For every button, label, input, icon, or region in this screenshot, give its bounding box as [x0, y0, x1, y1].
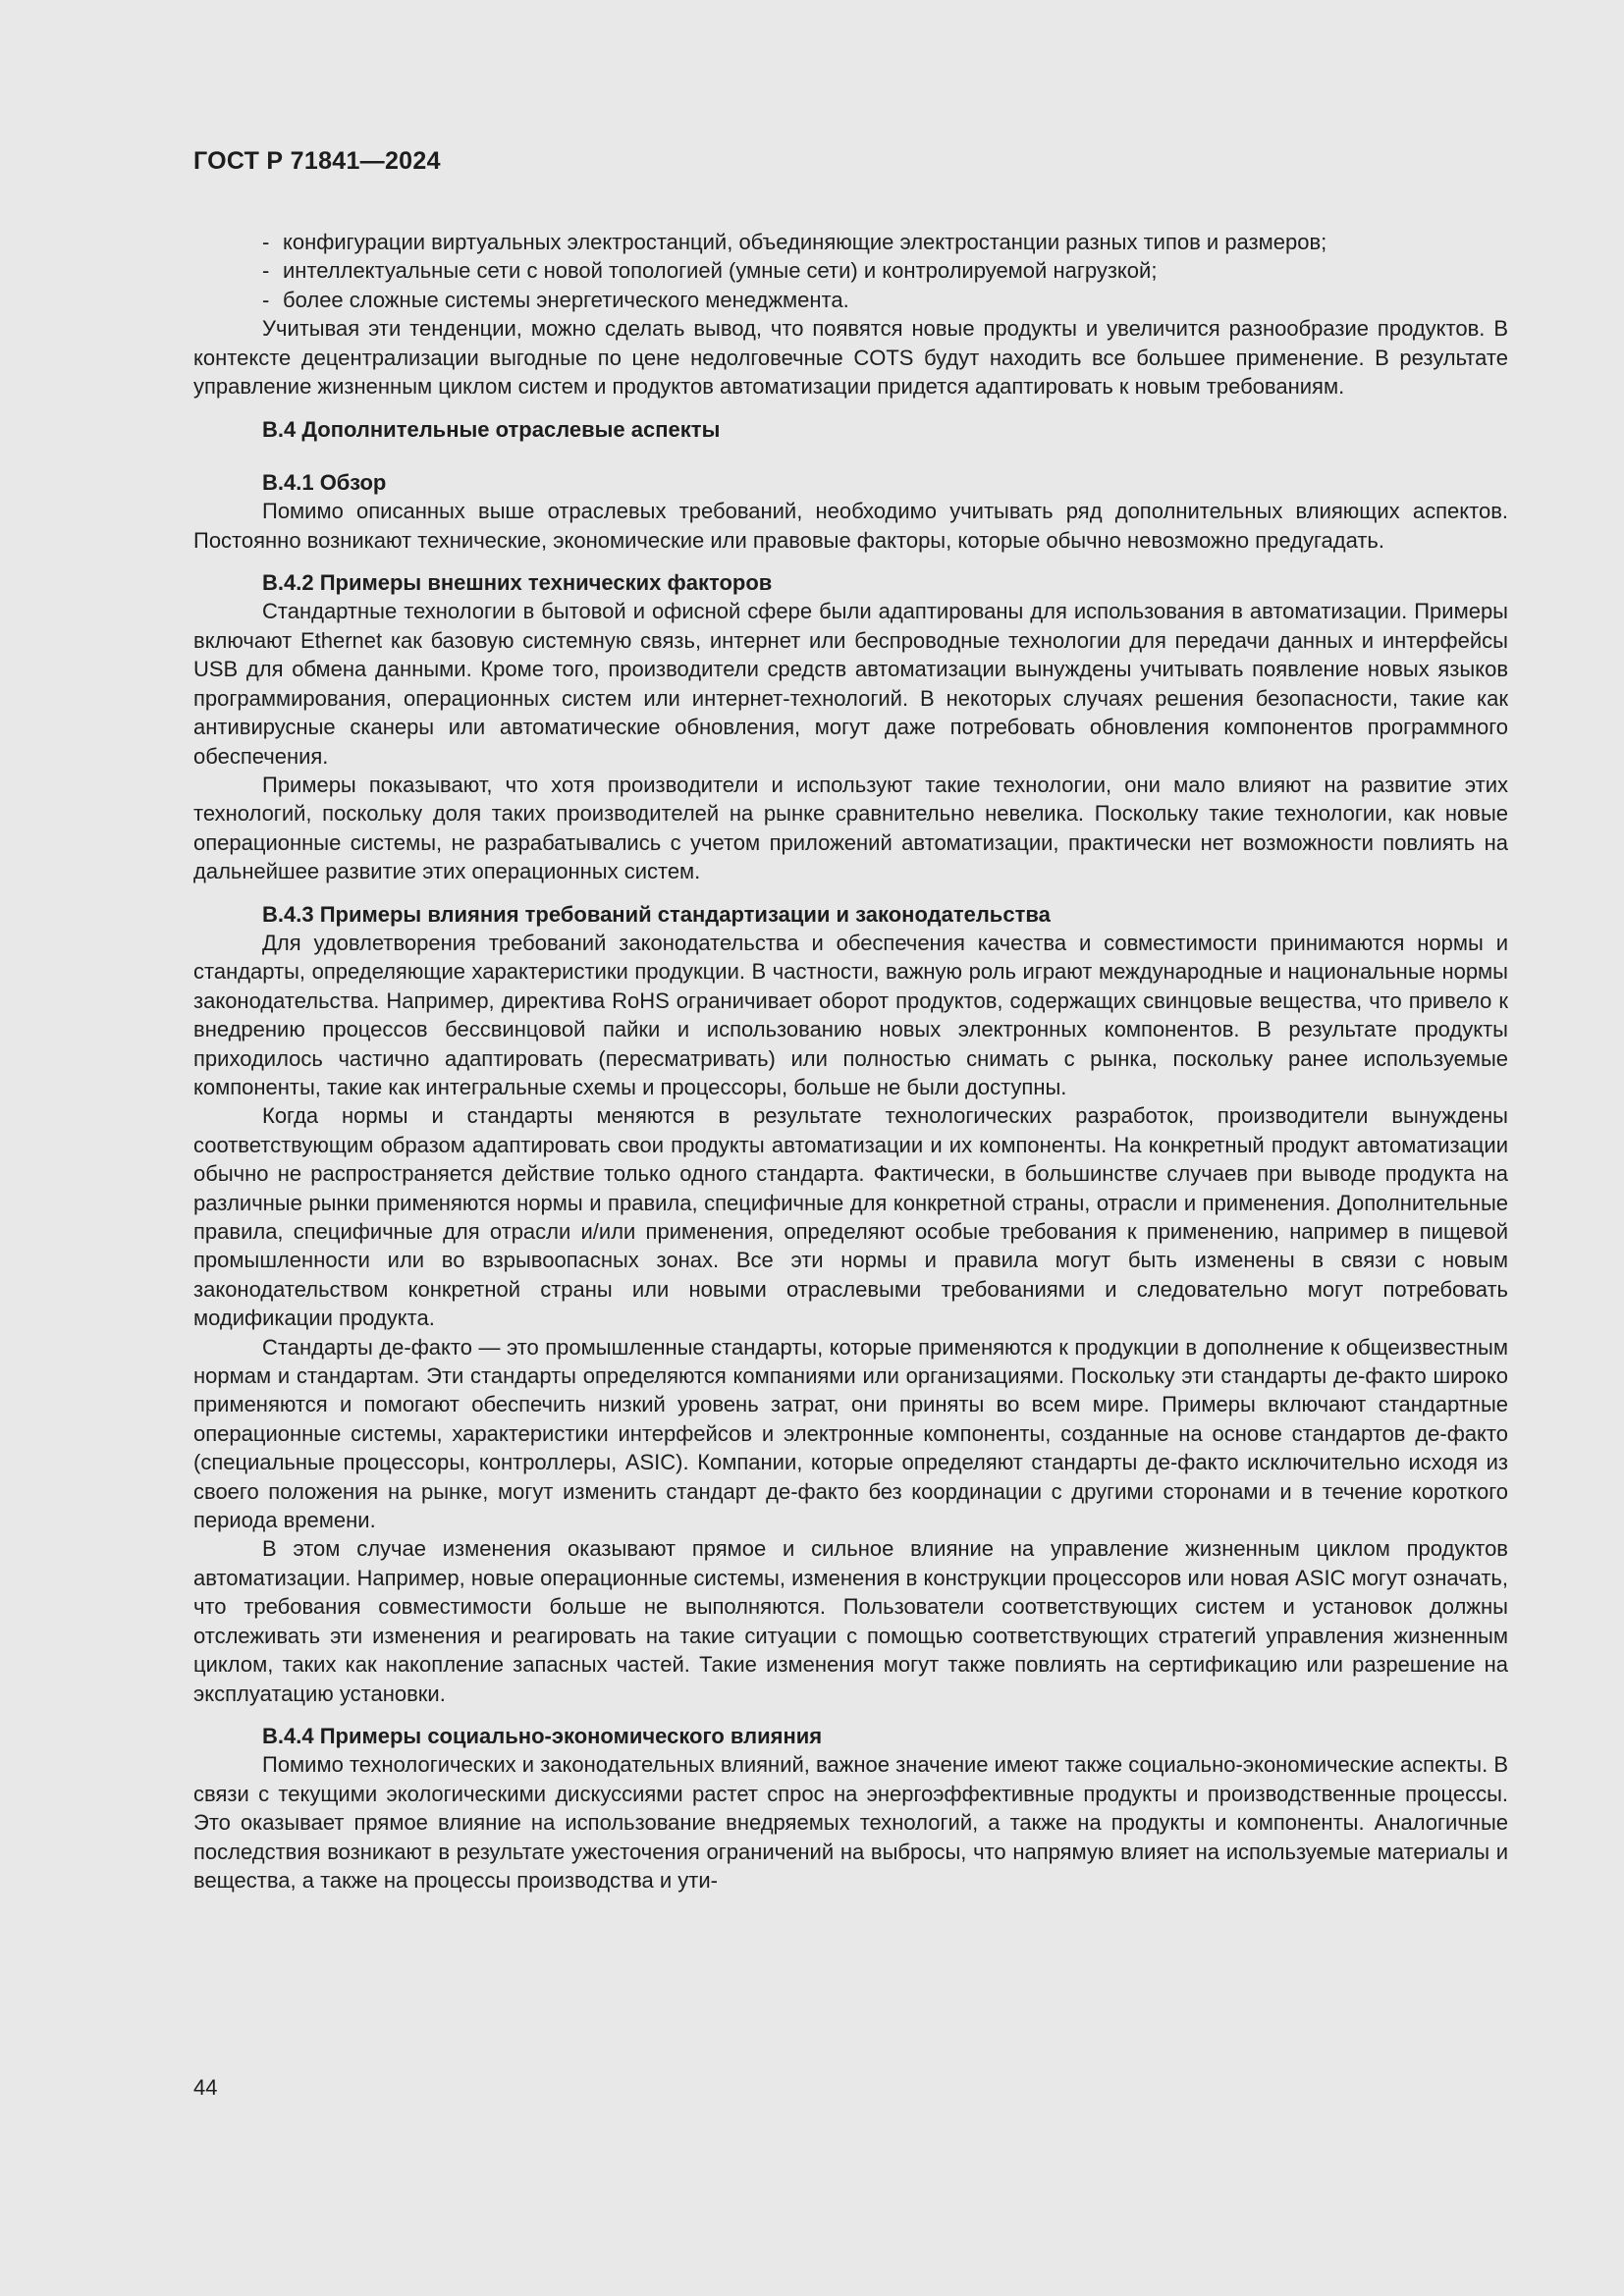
page-content — [193, 228, 1508, 1895]
document-header: ГОСТ Р 71841—2024 — [193, 147, 441, 175]
paragraph: Стандарты де-факто — это промышленные стандарты, которые применяются к продукции в дополнение к общеизвестным нормам и стандартам. Эти стандарты определяются компаниями или организациями. Поскольку эти стандарты де-факто широко применяются и помогают обеспечить низкий уровень затрат, они приняты во всем мире. Примеры включают стандартные операционные системы, характеристики интерфейсов и электронные компоненты, созданные на основе стандартов де-факто (специальные процессоры, контроллеры, ASIC). Компании, которые определяют стандарты де-факто исключительно исходя из своего положения на рынке, могут изменить стандарт де-факто без координации с другими сторонами и в течение короткого периода времени. — [193, 1334, 1508, 1533]
subsection-heading-b43: В.4.3 Примеры влияния требований стандартизации и законодательства — [262, 901, 1051, 927]
paragraph: Помимо технологических и законодательных влияний, важное значение имеют также социально-экономические аспекты. В связи с текущими экологическими дискуссиями растет спрос на энергоэффективные продукты и производственные процессы. Это оказывает прямое влияние на использование внедряемых технологий, а также на продукты и компоненты. Аналогичные последствия возникают в результате ужесточения ограничений на выбросы, что напрямую влияет на используемые материалы и вещества, а также на процессы производства и ути- — [193, 1752, 1508, 1893]
bullet-text: конфигурации виртуальных электростанций, объединяющие электростанции разных типов и размеров; — [283, 230, 1327, 254]
subsection-heading-b42: В.4.2 Примеры внешних технических факторов — [262, 570, 773, 596]
bullet-dash: - — [262, 230, 270, 254]
bullet-text: интеллектуальные сети с новой топологией (умные сети) и контролируемой нагрузкой; — [283, 258, 1158, 284]
page-number: 44 — [193, 2075, 218, 2100]
paragraph: Стандартные технологии в бытовой и офисной сфере были адаптированы для использования в автоматизации. Примеры включают Ethernet как базовую системную связь, интернет или беспроводные технологии для передачи данных и интерфейсы USB для обмена данными. Кроме того, производители средств автоматизации вынуждены учитывать появление новых языков программирования, операционных систем или интернет-технологий. В некоторых случаях решения безопасности, такие как антивирусные сканеры или автоматические обновления, могут даже потребовать обновления компонентов программного обеспечения. — [193, 599, 1508, 769]
intro-paragraph: Учитывая эти тенденции, можно сделать вывод, что появятся новые продукты и увеличится разнообразие продуктов. В контексте децентрализации выгодные по цене недолговечные COTS будут находить все большее применение. В результате управление жизненным циклом систем и продуктов автоматизации придется адаптировать к новым требованиям. — [193, 316, 1508, 400]
subsection-heading-b41: В.4.1 Обзор — [262, 469, 387, 495]
subsection-heading-b44: В.4.4 Примеры социально-экономического влияния — [262, 1723, 823, 1748]
paragraph: Помимо описанных выше отраслевых требований, необходимо учитывать ряд дополнительных влияющих аспектов. Постоянно возникают технические, экономические или правовые факторы, которые обычно невозможно предугадать. — [193, 499, 1508, 553]
paragraph: Примеры показывают, что хотя производители и используют такие технологии, они мало влияют на развитие этих технологий, поскольку доля таких производителей на рынке сравнительно невелика. Поскольку такие технологии, как новые операционные системы, не разрабатывались с учетом приложений автоматизации, практически нет возможности повлиять на дальнейшее развитие этих операционных систем. — [193, 772, 1508, 884]
bullet-text: более сложные системы энергетического менеджмента. — [283, 287, 849, 312]
section-heading-b4: В.4 Дополнительные отраслевые аспекты — [262, 417, 721, 443]
paragraph: В этом случае изменения оказывают прямое и сильное влияние на управление жизненным циклом продуктов автоматизации. Например, новые операционные системы, изменения в конструкции процессоров или новая ASIC могут означать, что требования совместимости больше не выполняются. Пользователи соответствующих систем и установок должны отслеживать эти изменения и реагировать на такие ситуации с помощью соответствующих стратегий управления жизненным циклом, таких как накопление запасных частей. Такие изменения могут также повлиять на сертификацию или разрешение на эксплуатацию установки. — [193, 1536, 1508, 1706]
bullet-dash: - — [262, 258, 270, 284]
bullet-item — [193, 286, 1508, 314]
bullet-item — [193, 256, 1508, 285]
paragraph: Когда нормы и стандарты меняются в результате технологических разработок, производители вынуждены соответствующим образом адаптировать свои продукты автоматизации и их компоненты. На конкретный продукт автоматизации обычно не распространяется действие только одного стандарта. Фактически, в большинстве случаев при выводе продукта на различные рынки применяются нормы и правила, специфичные для конкретной страны, отрасли и применения. Дополнительные правила, специфичные для отрасли и/или применения, определяют особые требования к применению, например в пищевой промышленности или во взрывоопасных зонах. Все эти нормы и правила могут быть изменены в связи с новым законодательством конкретной страны или новыми отраслевыми требованиями и следовательно могут потребовать модификации продукта. — [193, 1103, 1508, 1331]
bullet-item — [193, 228, 1508, 256]
paragraph: Для удовлетворения требований законодательства и обеспечения качества и совместимости принимаются нормы и стандарты, определяющие характеристики продукции. В частности, важную роль играют международные и национальные нормы законодательства. Например, директива RoHS ограничивает оборот продуктов, содержащих свинцовые вещества, что привело к внедрению процессов бессвинцовой пайки и использованию новых электронных компонентов. В результате продукты приходилось частично адаптировать (пересматривать) или полностью снимать с рынка, поскольку ранее используемые компоненты, такие как интегральные схемы и процессоры, больше не были доступны. — [193, 930, 1508, 1099]
bullet-dash: - — [262, 287, 270, 312]
